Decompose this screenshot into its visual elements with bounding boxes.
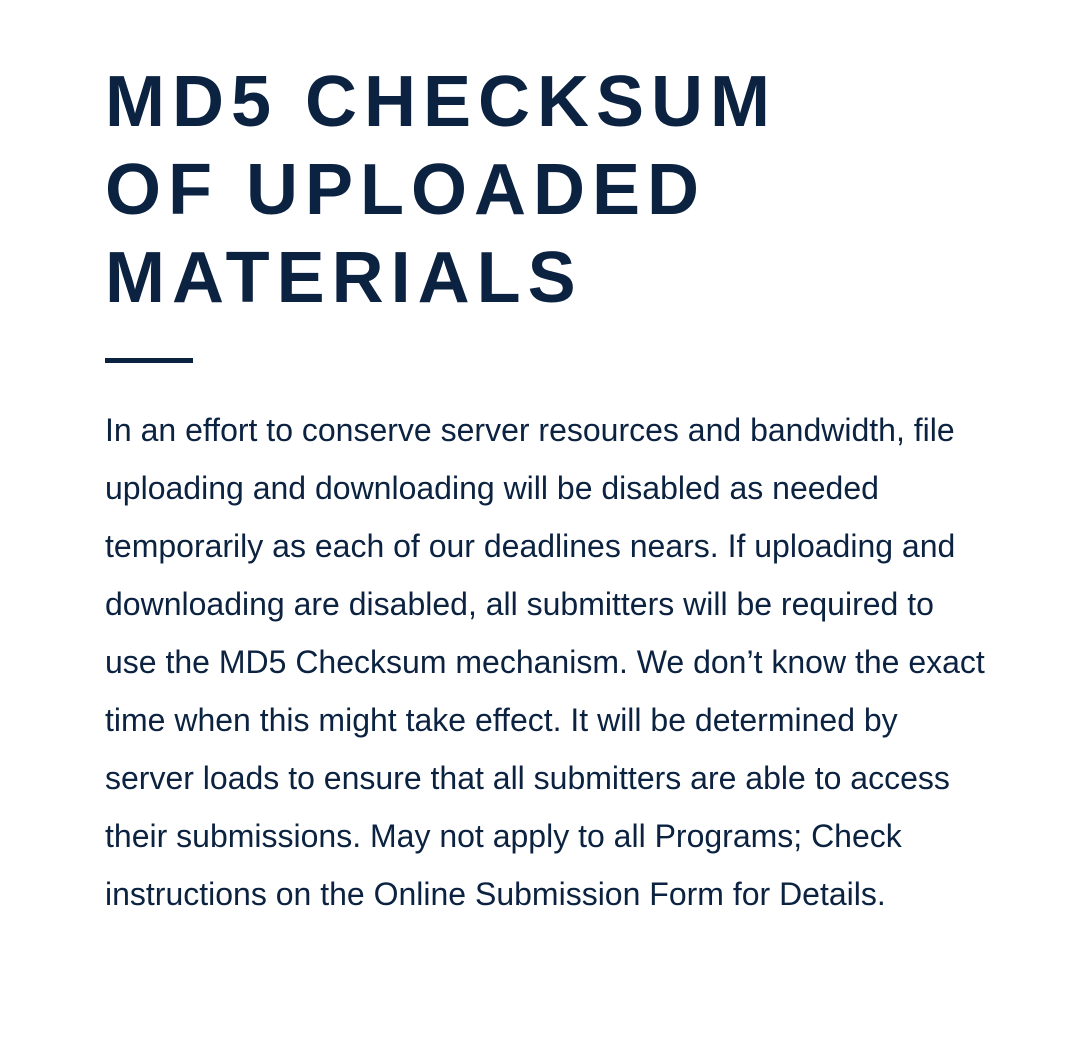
section-heading: MD5 CHECKSUM OF UPLOADED MATERIALS [105,62,778,318]
section-body-paragraph: In an effort to conserve server resources and bandwidth, file uploading and downloading will be disabled as needed temporarily as each of our deadlines nears. If uploading and downloading are disabled, all submitters will be required to use the MD5 Checksum mechanism. We don’t know the exact time when this might take effect. It will be determined by server loads to ensure that all submitters are able to access their submissions. May not apply to all Programs; Check instructions on the Online Submission Form for Details. [105,412,985,912]
heading-divider [105,358,193,363]
